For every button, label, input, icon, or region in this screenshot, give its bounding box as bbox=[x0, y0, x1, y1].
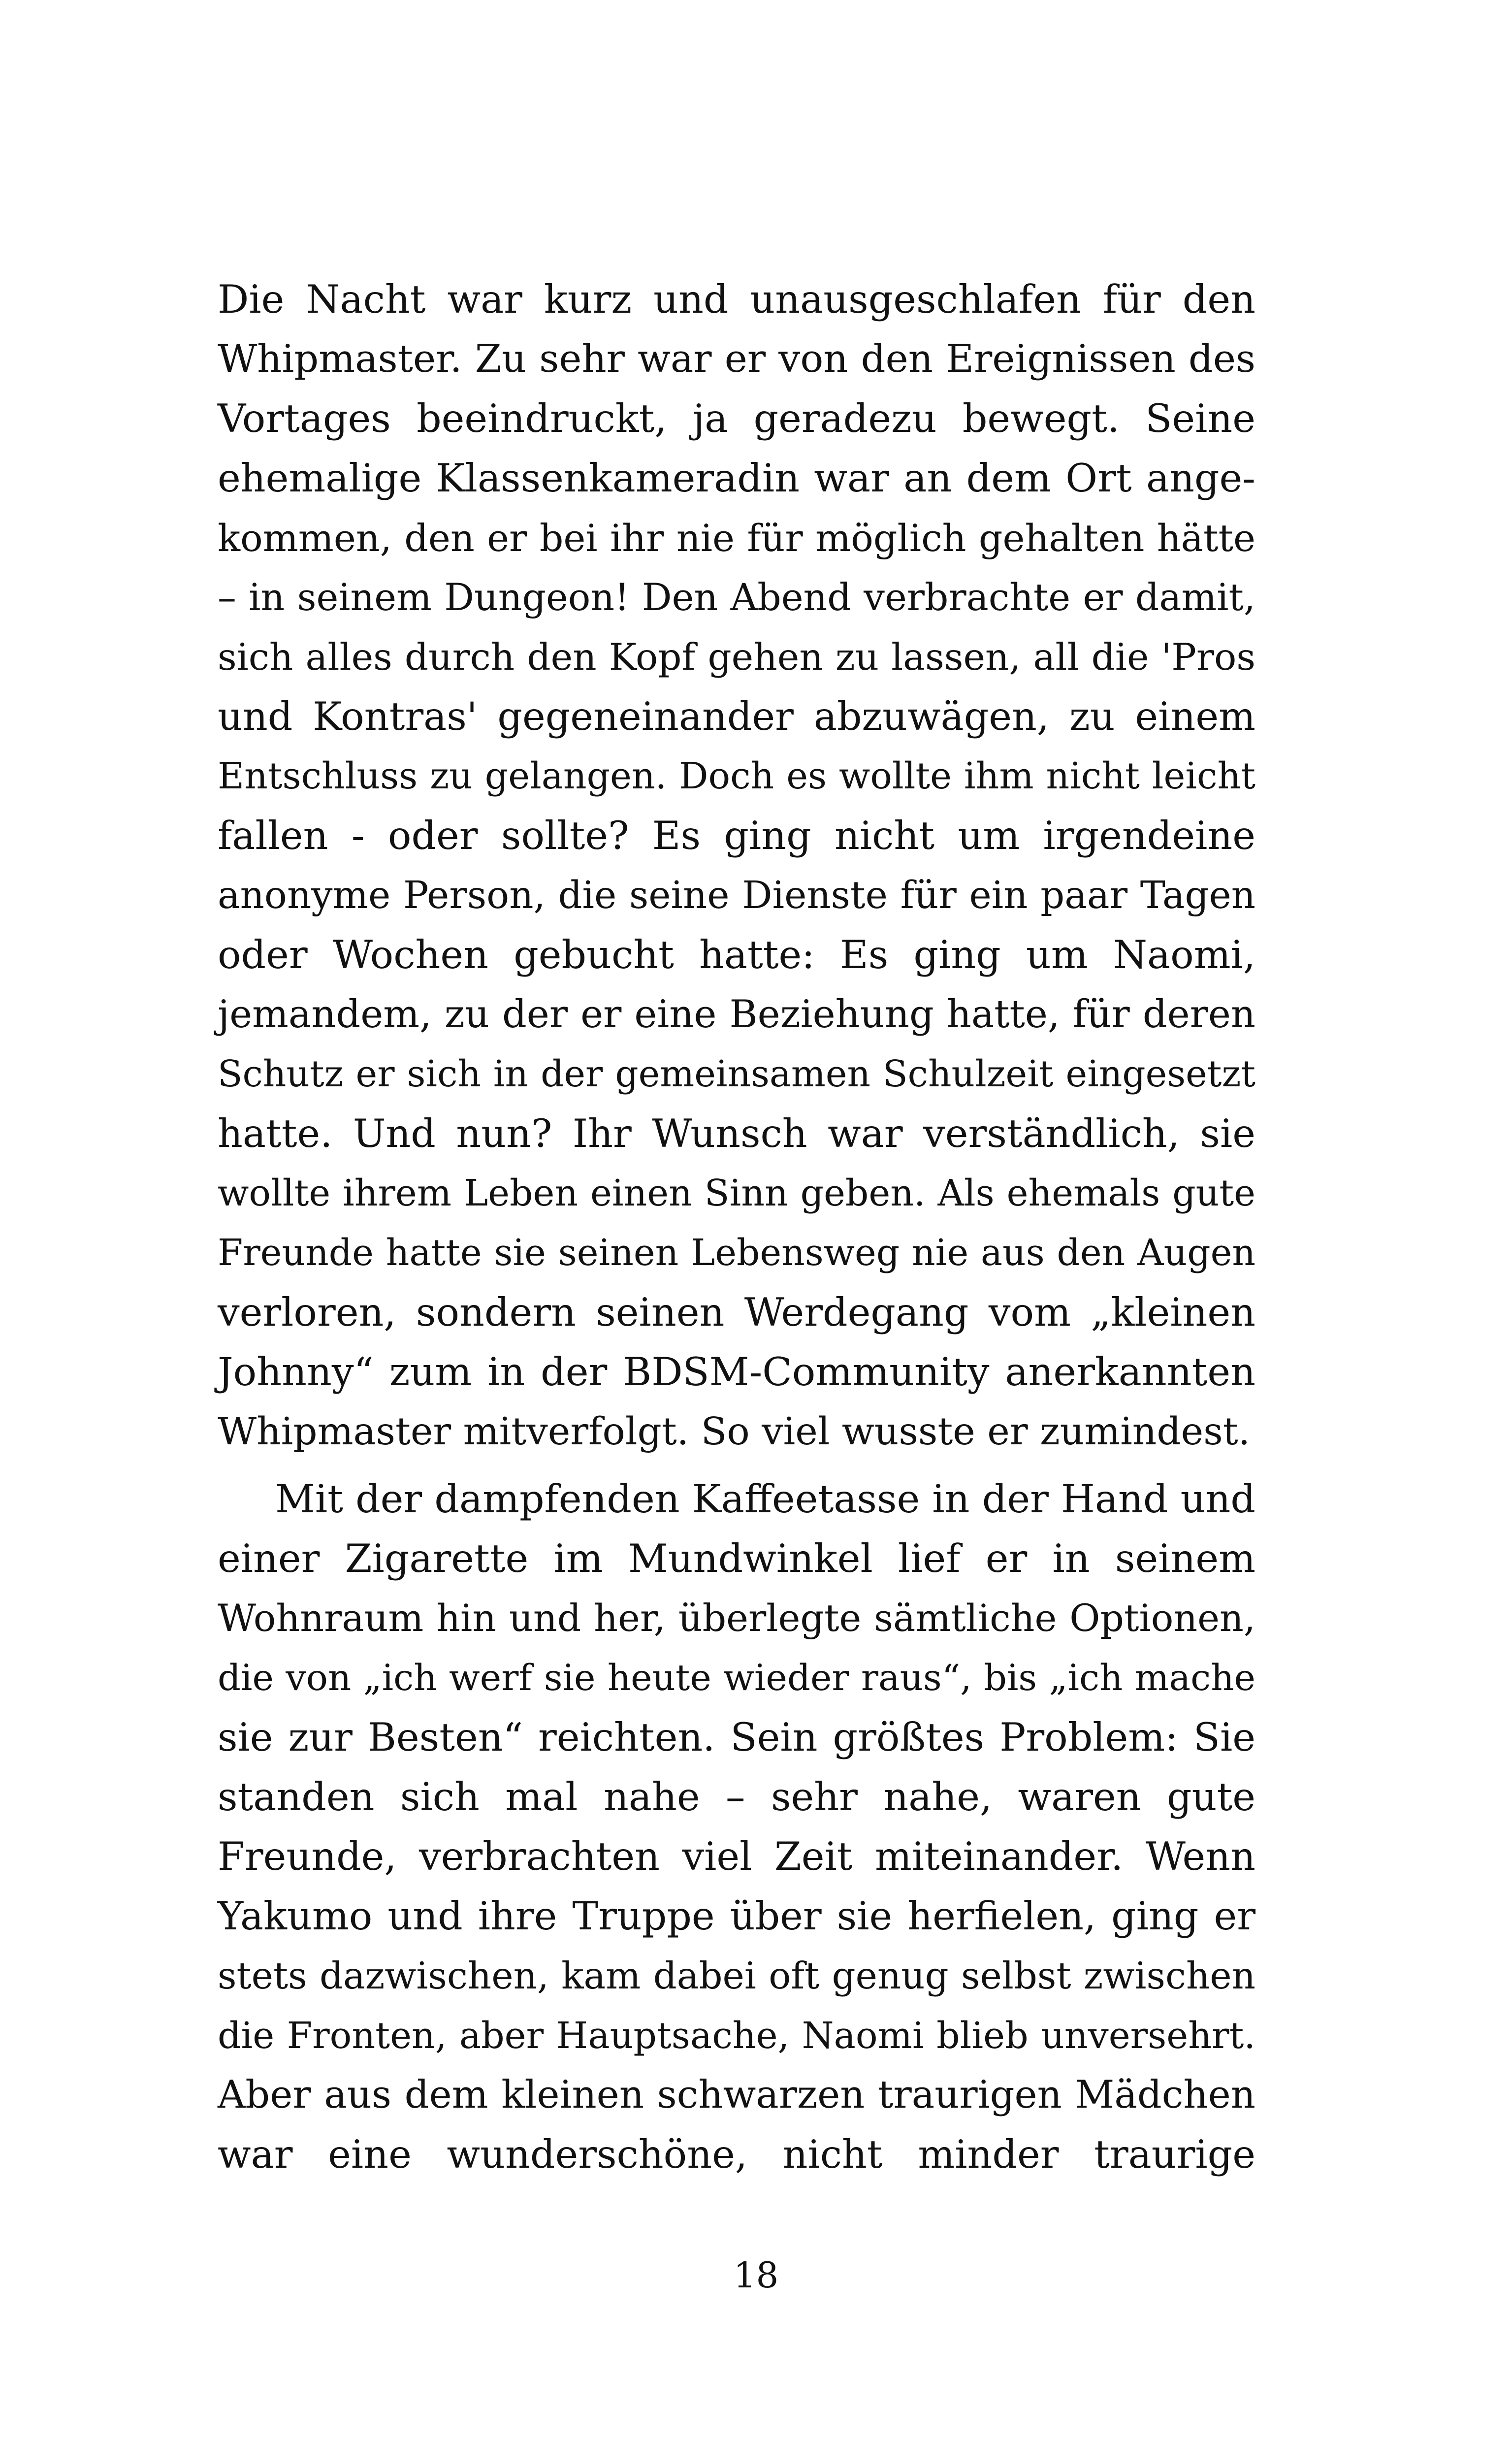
text-line: Schutz er sich in der gemeinsamen Schulzeit eingesetzt bbox=[218, 1053, 1255, 1095]
text-line: Aber aus dem kleinen schwarzen traurigen Mädchen bbox=[218, 2073, 1255, 2117]
text-line: Yakumo und ihre Truppe über sie herfielen, ging er bbox=[218, 1893, 1255, 1939]
text-line: fallen - oder sollte? Es ging nicht um irgendeine bbox=[218, 813, 1255, 858]
paragraph-1 bbox=[218, 270, 1255, 1462]
text-line: Wohnraum hin und her, überlegte sämtliche Optionen, bbox=[218, 1596, 1255, 1640]
text-line: sich alles durch den Kopf gehen zu lassen, all die 'Pros bbox=[218, 635, 1255, 679]
text-line: Mit der dampfenden Kaffeetasse in der Hand und bbox=[275, 1476, 1255, 1522]
text-line: anonyme Person, die seine Dienste für ein paar Tagen bbox=[218, 874, 1255, 917]
text-line: einer Zigarette im Mundwinkel lief er in seinem bbox=[218, 1536, 1255, 1581]
body-text bbox=[218, 270, 1255, 2184]
text-line: Freunde, verbrachten viel Zeit miteinander. Wenn bbox=[218, 1834, 1255, 1879]
text-line: – in seinem Dungeon! Den Abend verbrachte er damit, bbox=[218, 576, 1255, 619]
text-line: und Kontras' gegeneinander abzuwägen, zu einem bbox=[218, 694, 1255, 739]
text-line: Vortages beeindruckt, ja geradezu bewegt. Seine bbox=[218, 396, 1255, 441]
text-line: Whipmaster mitverfolgt. So viel wusste er zumindest. bbox=[218, 1410, 1251, 1454]
text-line: Whipmaster. Zu sehr war er von den Ereignissen des bbox=[218, 337, 1255, 381]
text-line: hatte. Und nun? Ihr Wunsch war verständlich, sie bbox=[218, 1111, 1255, 1156]
text-line: die von „ich werf sie heute wieder raus“, bis „ich mache bbox=[218, 1657, 1255, 1699]
text-line: sie zur Besten“ reichten. Sein größtes Problem: Sie bbox=[218, 1715, 1255, 1760]
text-line: oder Wochen gebucht hatte: Es ging um Naomi, bbox=[218, 932, 1255, 977]
text-line: Entschluss zu gelangen. Doch es wollte ihm nicht leicht bbox=[218, 755, 1255, 797]
paragraph-2 bbox=[218, 1469, 1255, 2184]
text-line: Die Nacht war kurz und unausgeschlafen für den bbox=[218, 277, 1255, 322]
page-number: 18 bbox=[733, 2254, 779, 2296]
text-line: stets dazwischen, kam dabei oft genug selbst zwischen bbox=[218, 1954, 1255, 1997]
text-line: wollte ihrem Leben einen Sinn geben. Als ehemals gute bbox=[218, 1172, 1255, 1214]
text-line: jemandem, zu der er eine Beziehung hatte, für deren bbox=[218, 992, 1255, 1037]
text-line: Freunde hatte sie seinen Lebensweg nie aus den Augen bbox=[218, 1232, 1255, 1274]
text-line: war eine wunderschöne, nicht minder traurige bbox=[218, 2132, 1255, 2177]
text-line: ehemalige Klassenkameradin war an dem Ort ange- bbox=[218, 456, 1255, 501]
text-line: Johnny“ zum in der BDSM-Community anerkannten bbox=[218, 1349, 1255, 1395]
text-line: die Fronten, aber Hauptsache, Naomi blieb unversehrt. bbox=[218, 2014, 1255, 2057]
text-line: standen sich mal nahe – sehr nahe, waren gute bbox=[218, 1774, 1255, 1820]
text-line: kommen, den er bei ihr nie für möglich gehalten hätte bbox=[218, 516, 1255, 560]
text-line: verloren, sondern seinen Werdegang vom „kleinen bbox=[218, 1290, 1255, 1335]
